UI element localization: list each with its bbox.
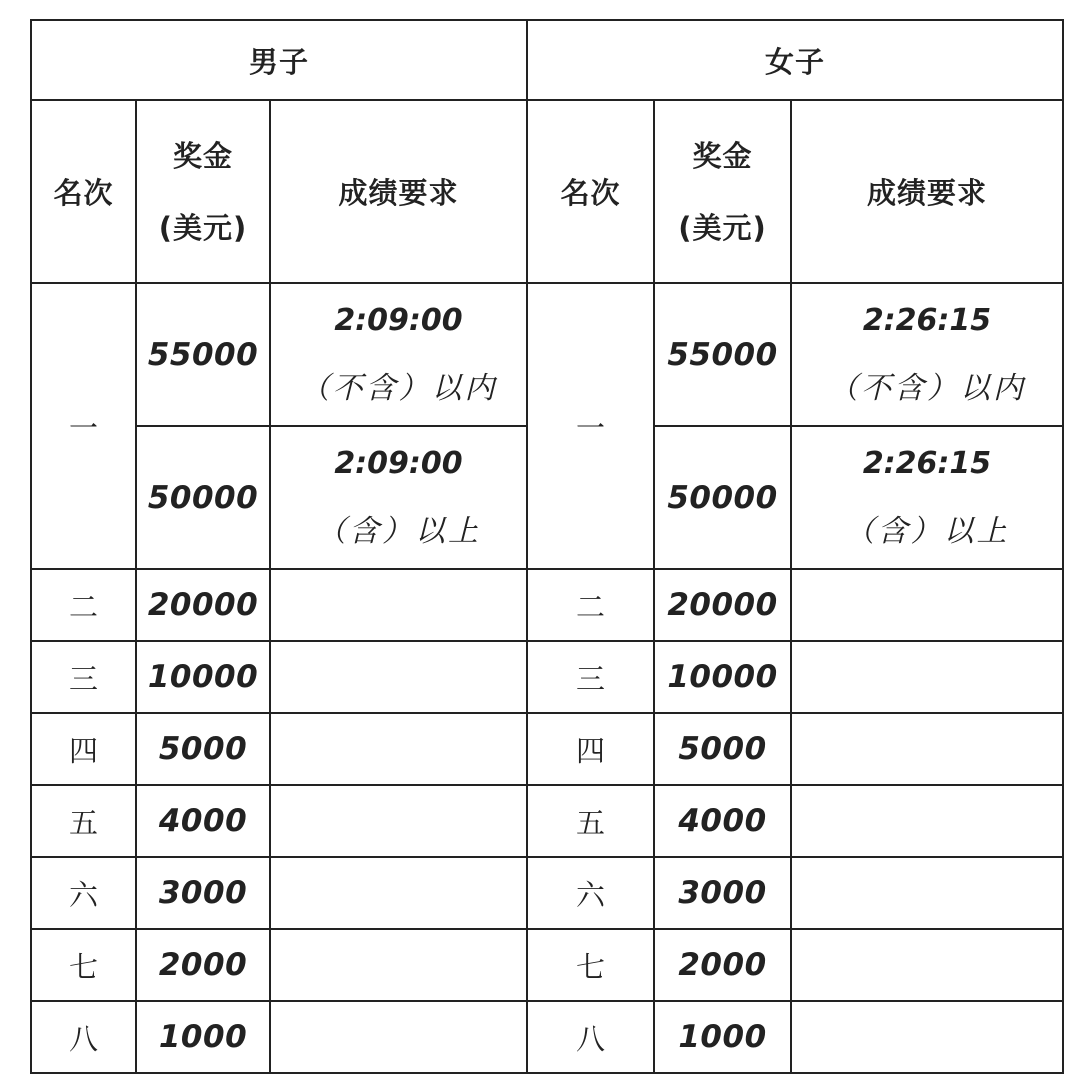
requirement-note: （不含）以内 [299, 370, 498, 406]
men-requirement-cell [270, 1001, 527, 1073]
men-prize-cell: 50000 [136, 426, 270, 569]
requirement-time: 2:26:15 [862, 445, 992, 481]
women-requirement-cell [791, 569, 1063, 641]
women-prize-cell: 3000 [654, 857, 791, 929]
women-requirement-cell [791, 785, 1063, 857]
women-rank-cell: 三 [527, 641, 654, 713]
men-rank-cell: 四 [31, 713, 136, 785]
prize-header-line1: 奖金 [172, 138, 233, 173]
women-prize-cell: 2000 [654, 929, 791, 1001]
women-requirement-cell [791, 283, 1063, 426]
table-row [31, 1001, 1063, 1073]
group-header-row [31, 20, 1063, 100]
prize-header-line1: 奖金 [692, 138, 753, 173]
women-rank-header: 名次 [527, 100, 654, 283]
requirement-time: 2:26:15 [862, 302, 992, 338]
requirement-time: 2:09:00 [334, 302, 463, 338]
women-prize-cell: 20000 [654, 569, 791, 641]
men-requirement-header: 成绩要求 [270, 100, 527, 283]
men-requirement-cell [270, 641, 527, 713]
men-rank-cell: 二 [31, 569, 136, 641]
men-requirement-cell [270, 713, 527, 785]
men-rank-cell: 五 [31, 785, 136, 857]
requirement-note: （不含）以内 [828, 370, 1026, 406]
women-requirement-cell [791, 857, 1063, 929]
women-group-header: 女子 [527, 20, 1063, 100]
women-prize-cell: 55000 [654, 283, 791, 426]
men-requirement-cell [270, 283, 527, 426]
women-prize-header [654, 100, 791, 283]
requirement-note: （含）以上 [316, 513, 481, 549]
men-prize-cell: 2000 [136, 929, 270, 1001]
column-header-row [31, 100, 1063, 283]
men-rank-cell: 一 [31, 283, 136, 569]
women-requirement-cell [791, 713, 1063, 785]
men-requirement-cell [270, 426, 527, 569]
table-row-first-tier1 [31, 283, 1063, 426]
table-row [31, 857, 1063, 929]
women-requirement-header: 成绩要求 [791, 100, 1063, 283]
women-requirement-cell [791, 641, 1063, 713]
women-rank-cell: 五 [527, 785, 654, 857]
prize-table [30, 19, 1064, 1074]
men-prize-cell: 20000 [136, 569, 270, 641]
men-prize-header [136, 100, 270, 283]
women-rank-cell: 一 [527, 283, 654, 569]
women-rank-cell: 八 [527, 1001, 654, 1073]
men-prize-cell: 5000 [136, 713, 270, 785]
women-prize-cell: 4000 [654, 785, 791, 857]
women-requirement-cell [791, 1001, 1063, 1073]
table-row [31, 785, 1063, 857]
men-prize-cell: 10000 [136, 641, 270, 713]
requirement-note: （含）以上 [844, 513, 1010, 549]
table-row [31, 713, 1063, 785]
men-requirement-cell [270, 857, 527, 929]
men-prize-cell: 1000 [136, 1001, 270, 1073]
women-requirement-cell [791, 426, 1063, 569]
women-prize-cell: 5000 [654, 713, 791, 785]
women-rank-cell: 六 [527, 857, 654, 929]
table-row [31, 569, 1063, 641]
requirement-time: 2:09:00 [334, 445, 463, 481]
women-rank-cell: 二 [527, 569, 654, 641]
men-prize-cell: 4000 [136, 785, 270, 857]
prize-header-line2: (美元) [158, 210, 248, 245]
table-row [31, 929, 1063, 1001]
prize-header-line2: (美元) [678, 210, 767, 245]
women-prize-cell: 1000 [654, 1001, 791, 1073]
women-rank-cell: 四 [527, 713, 654, 785]
men-prize-cell: 55000 [136, 283, 270, 426]
men-prize-cell: 3000 [136, 857, 270, 929]
women-prize-cell: 10000 [654, 641, 791, 713]
women-requirement-cell [791, 929, 1063, 1001]
men-rank-cell: 三 [31, 641, 136, 713]
men-rank-cell: 八 [31, 1001, 136, 1073]
men-requirement-cell [270, 569, 527, 641]
men-group-header: 男子 [31, 20, 527, 100]
men-rank-header: 名次 [31, 100, 136, 283]
men-rank-cell: 六 [31, 857, 136, 929]
men-requirement-cell [270, 929, 527, 1001]
men-requirement-cell [270, 785, 527, 857]
table-row [31, 641, 1063, 713]
women-prize-cell: 50000 [654, 426, 791, 569]
women-rank-cell: 七 [527, 929, 654, 1001]
men-rank-cell: 七 [31, 929, 136, 1001]
